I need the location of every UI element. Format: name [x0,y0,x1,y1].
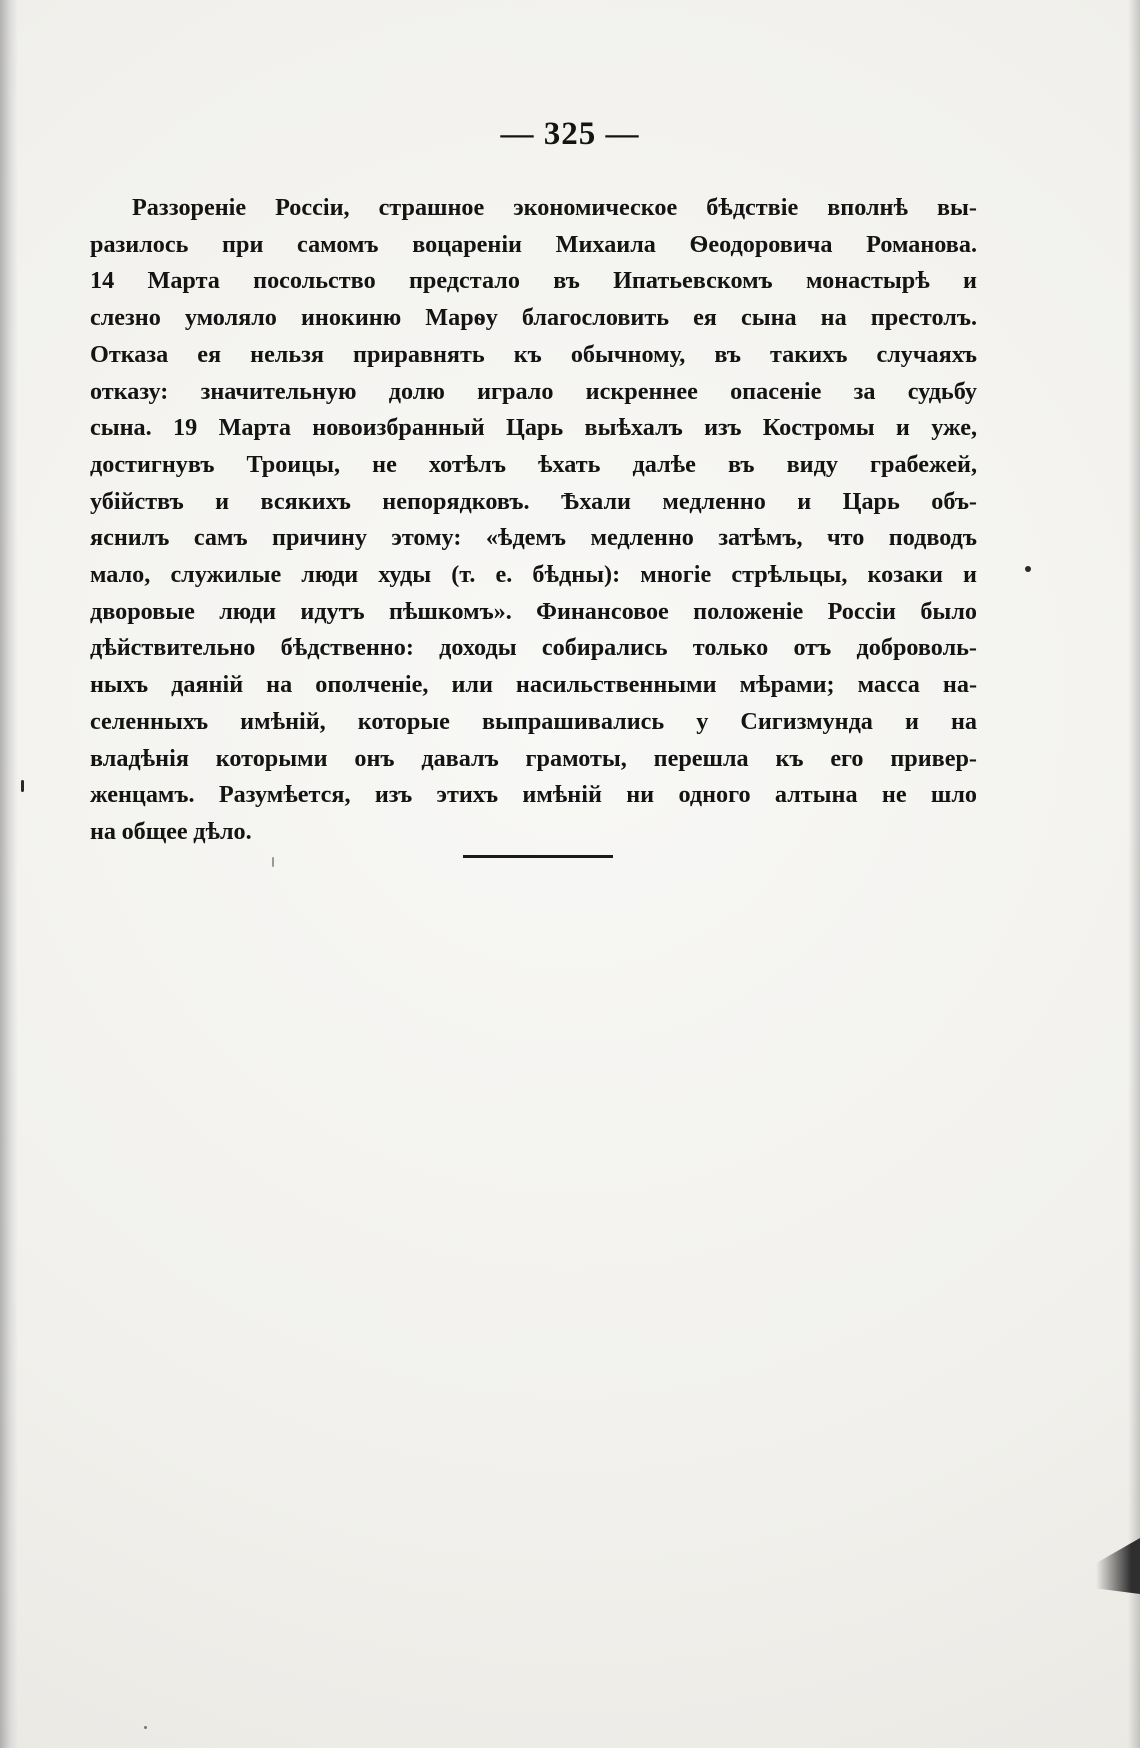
text-line: Раззореніе Россіи, страшное экономическое бѣдствіе вполнѣ вы- [132,194,977,221]
right-page-shadow [1128,0,1140,1748]
text-line: владѣнія которыми онъ давалъ грамоты, перешла къ его привер- [90,744,977,772]
text-line: мало, служилые люди худы (т. е. бѣдны): многіе стрѣльцы, козаки и [90,561,977,589]
text-line: дѣйствительно бѣдственно: доходы собирались только отъ доброволь- [90,634,977,662]
section-divider-rule [463,855,613,858]
text-line: разилось при самомъ воцареніи Михаила Ѳеодоровича Романова. [90,230,977,258]
text-line: отказу: значительную долю играло искреннее опасеніе за судьбу [90,377,977,405]
ink-speck [144,1726,147,1729]
body-paragraph [90,190,977,851]
text-line: Отказа ея нельзя приравнять къ обычному, въ такихъ случаяхъ [90,340,977,368]
text-line: достигнувъ Троицы, не хотѣлъ ѣхать далѣе въ виду грабежей, [90,450,977,478]
scan-corner-smudge [1096,1538,1140,1594]
text-line: на общее дѣло. [90,817,252,845]
text-line: слезно умоляло инокиню Марѳу благословить ея сына на престолъ. [90,304,977,332]
text-line: ныхъ даяній на ополченіе, или насильственными мѣрами; масса на- [90,671,977,699]
ink-speck [21,780,24,792]
text-line: убійствъ и всякихъ непорядковъ. Ѣхали медленно и Царь объ- [90,487,977,515]
text-line: дворовые люди идутъ пѣшкомъ». Финансовое положеніе Россіи было [90,597,977,625]
left-page-shadow [0,0,18,1748]
ink-speck [1025,566,1031,572]
page-number: — 325 — [500,116,640,152]
ink-speck [272,857,274,867]
text-line: женцамъ. Разумѣется, изъ этихъ имѣній ни одного алтына не шло [90,781,977,809]
text-line: яснилъ самъ причину этому: «ѣдемъ медленно затѣмъ, что подводъ [90,524,977,552]
text-line: 14 Марта посольство предстало въ Ипатьевскомъ монастырѣ и [90,267,977,295]
text-line: сына. 19 Марта новоизбранный Царь выѣхалъ изъ Костромы и уже, [90,414,977,442]
text-line: селенныхъ имѣній, которые выпрашивались у Сигизмунда и на [90,707,977,735]
